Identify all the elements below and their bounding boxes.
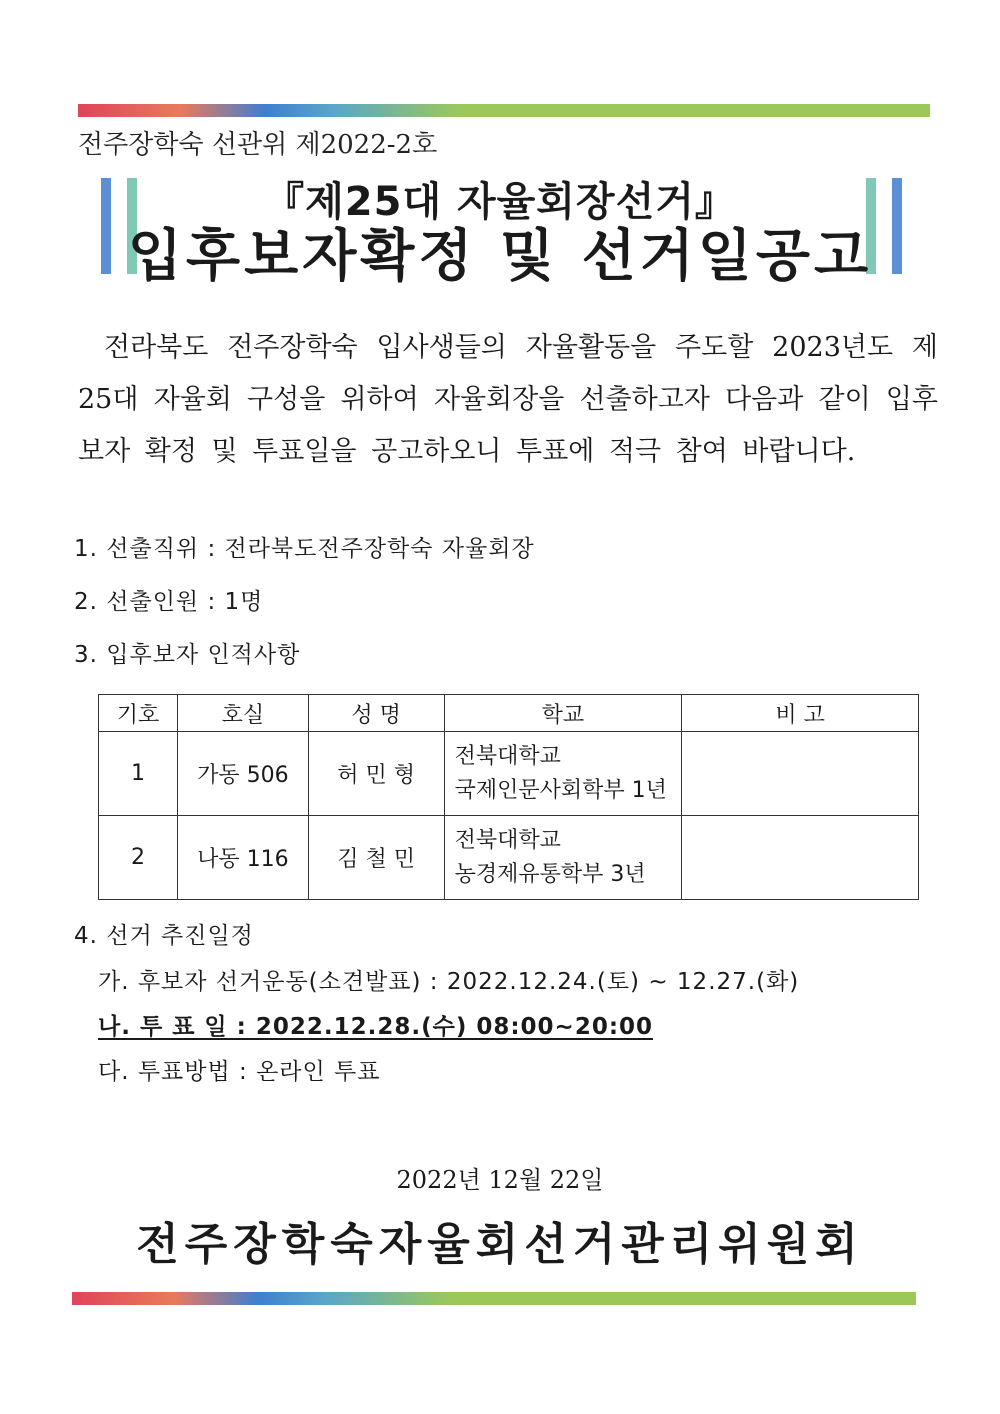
schedule-voting-method: 다. 투표방법 : 온라인 투표 (98, 1059, 381, 1085)
school-university: 전북대학교 (454, 827, 561, 853)
table-row (99, 732, 919, 816)
school-department: 농경제유통학부 3년 (454, 861, 646, 887)
header-name: 성 명 (308, 695, 444, 732)
cell-room: 가동 506 (177, 732, 308, 816)
cell-name: 김 철 민 (308, 816, 444, 900)
header-school: 학교 (444, 695, 682, 732)
item-candidate-info: 3. 입후보자 인적사항 (74, 642, 301, 668)
cell-note (682, 816, 919, 900)
cell-school (444, 732, 682, 816)
intro-paragraph: 전라북도 전주장학숙 입사생들의 자율활동을 주도할 2023년도 제25대 자율회 구성을 위하여 자율회장을 선출하고자 다음과 같이 입후보자 확정 및 투표일을 공고하오니 투표에 적극 참여 바랍니다. (78, 332, 938, 467)
title-subtitle: 『제25대 자율회장선거』 (264, 179, 736, 225)
header-note: 비 고 (682, 695, 919, 732)
cell-name: 허 민 형 (308, 732, 444, 816)
schedule-campaign: 가. 후보자 선거운동(소견발표) : 2022.12.24.(토) ~ 12.27.(화) (98, 969, 800, 995)
cell-note (682, 732, 919, 816)
cell-room: 나동 116 (177, 816, 308, 900)
school-department: 국제인문사회학부 1년 (454, 777, 667, 803)
cell-school (444, 816, 682, 900)
announcement-date: 2022년 12월 22일 (396, 1166, 604, 1194)
document-number: 전주장학숙 선관위 제2022-2호 (78, 130, 438, 160)
item-seats: 2. 선출인원 : 1명 (74, 589, 264, 615)
item-schedule: 4. 선거 추진일정 (74, 923, 254, 949)
cell-number: 1 (99, 732, 178, 816)
header-number: 기호 (99, 695, 178, 732)
school-university: 전북대학교 (454, 743, 561, 769)
issuing-organization: 전주장학숙자율회선거관리위원회 (136, 1219, 864, 1270)
table-header-row (99, 695, 919, 732)
top-decorative-band (78, 104, 930, 117)
schedule-voting-day: 나. 투 표 일 : 2022.12.28.(수) 08:00~20:00 (98, 1014, 654, 1040)
page-title: 입후보자확정 및 선거일공고 (127, 224, 873, 289)
header-room: 호실 (177, 695, 308, 732)
cell-number: 2 (99, 816, 178, 900)
bottom-decorative-band (72, 1292, 916, 1305)
candidate-table (98, 694, 919, 900)
table-row (99, 816, 919, 900)
item-position: 1. 선출직위 : 전라북도전주장학숙 자율회장 (74, 536, 535, 562)
